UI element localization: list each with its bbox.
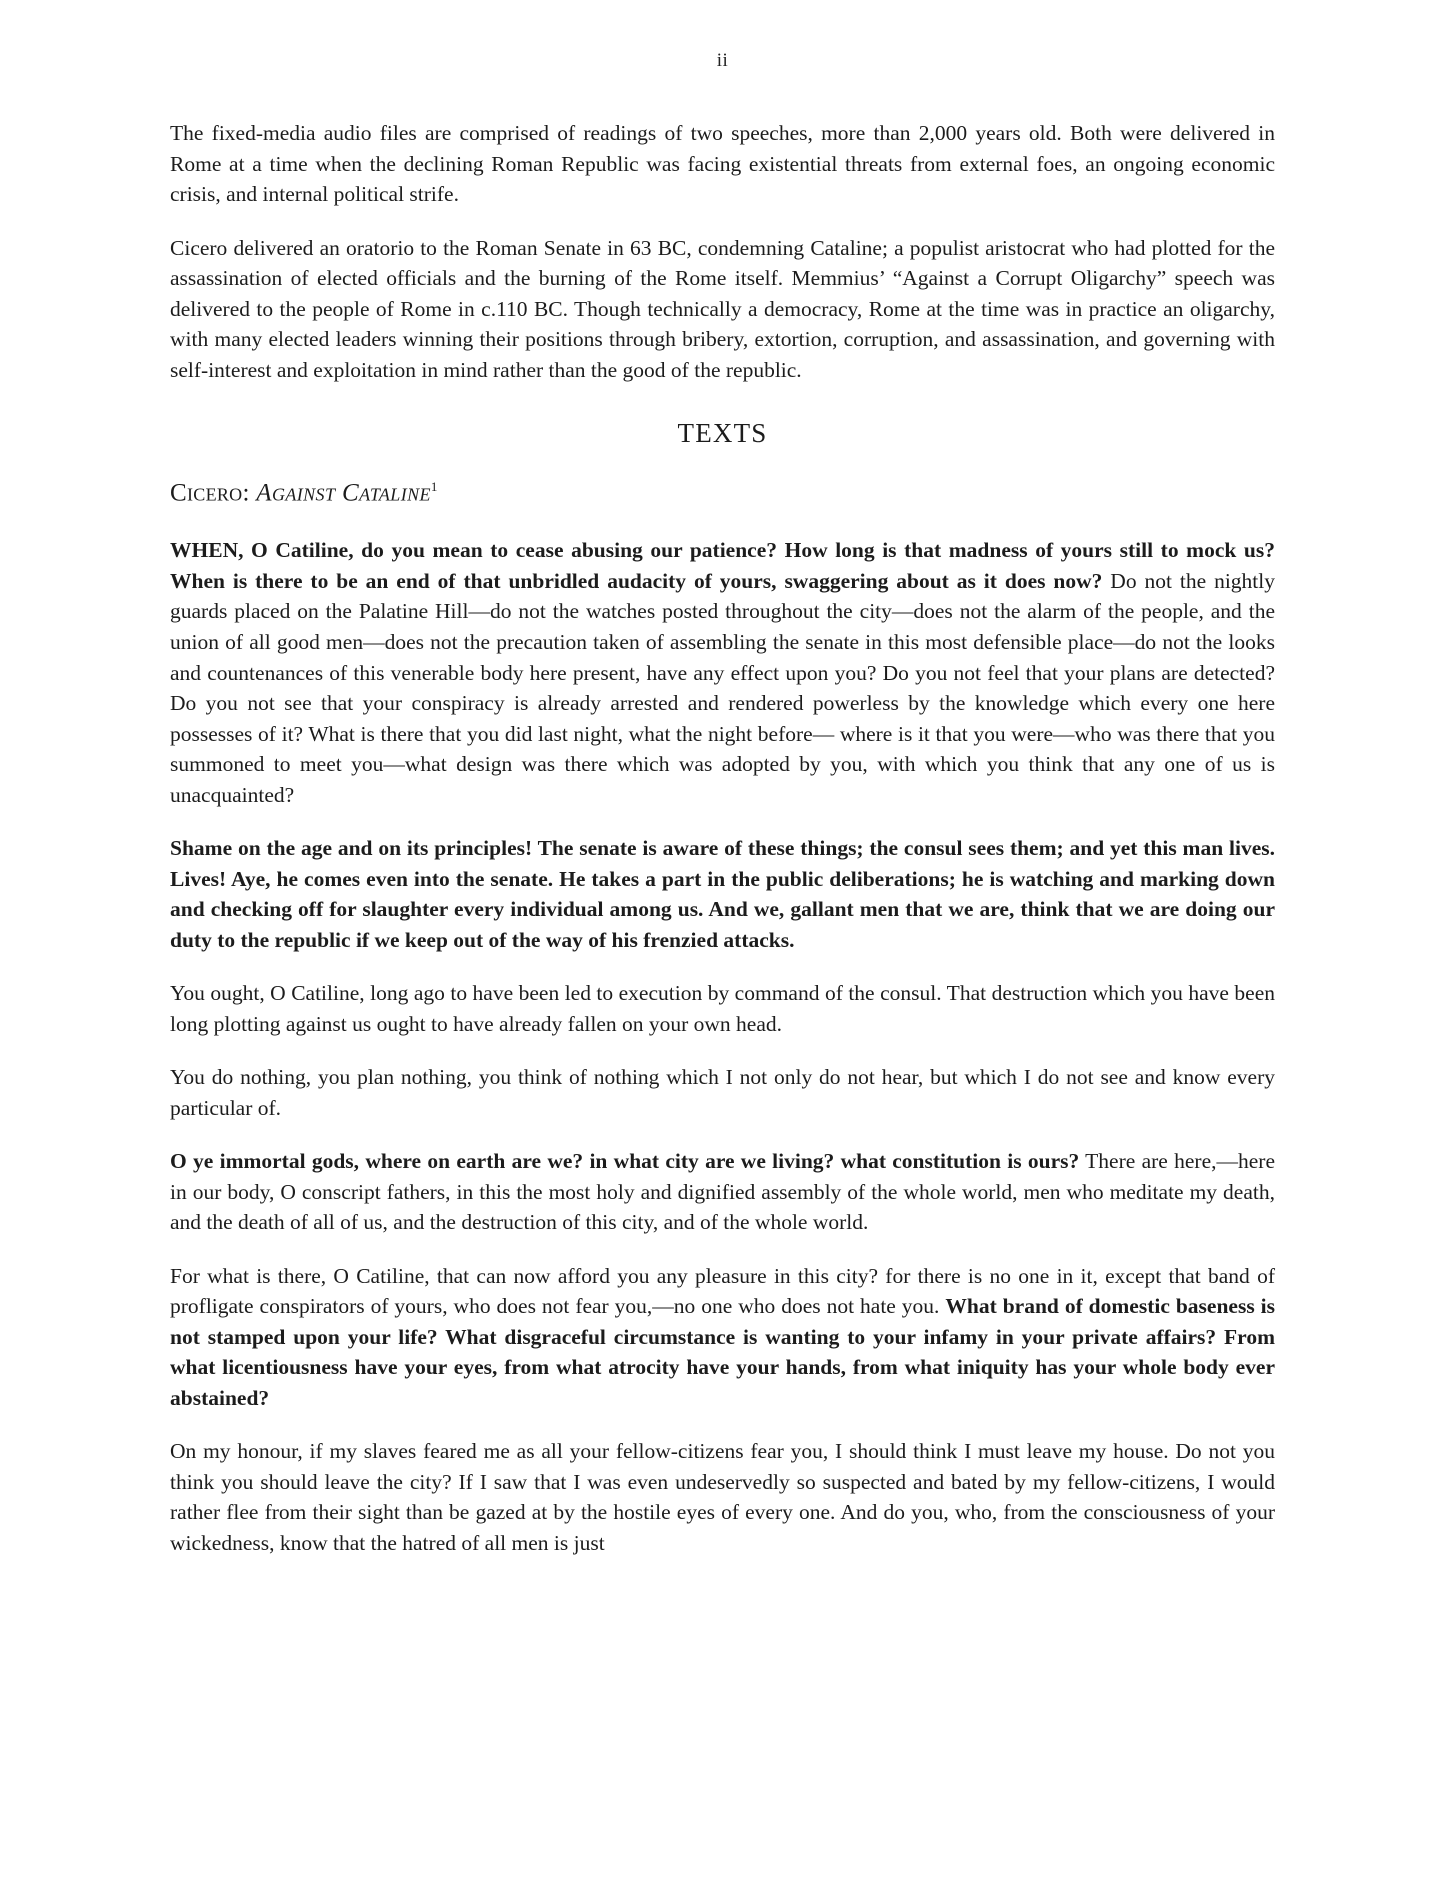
paragraph-rest: You do nothing, you plan nothing, you think of nothing which I not only do not hear, but which I do not see and know every particular of. <box>170 1065 1275 1120</box>
paragraph-bold-lead: WHEN, O Catiline, do you mean to cease abusing our patience? How long is that madness of yours still to mock us? When is there to be an end of that unbridled audacity of yours, swaggering about as it does now? <box>170 538 1275 593</box>
paragraph-rest: There are here,—here in our body, O conscript fathers, in this the most holy and dignified assembly of the whole world, men who meditate my death, and the death of all of us, and the destruction of this city, and of the whole world. <box>170 1149 1275 1235</box>
paragraph-rest: On my honour, if my slaves feared me as all your fellow-citizens fear you, I should think I must leave my house. Do not you think you should leave the city? If I saw that I was even undeservedly so suspected and bated by my fellow-citizens, I would rather flee from their sight than be gazed at by the hostile eyes of every one. And do you, who, from the consciousness of your wickedness, know that the hatred of all men is just <box>170 1439 1275 1555</box>
paragraph-rest: You ought, O Catiline, long ago to have been led to execution by command of the consul. That destruction which you have been long plotting against us ought to have already fallen on your own head. <box>170 981 1275 1036</box>
section-heading: TEXTS <box>677 418 768 449</box>
speech-paragraph-4 <box>170 1062 1275 1123</box>
work-name: Against Cataline <box>256 479 431 507</box>
page-number: ii <box>716 50 729 71</box>
footnote-marker: 1 <box>430 479 438 495</box>
paragraph-rest: Do not the nightly guards placed on the Palatine Hill—do not the watches posted throughout the city—does not the alarm of the people, and the union of all good men—does not the precaution taken of assembling the senate in this most defensible place—do not the looks and countenances of this venerable body here present, have any effect upon you? Do you not feel that your plans are detected? Do you not see that your conspiracy is already arrested and rendered powerless by the knowledge which every one here possesses of it? What is there that you did last night, what the night before— where is it that you were—who was there that you summoned to meet you—what design was there which was adopted by you, with which you think that any one of us is unacquainted? <box>170 568 1276 807</box>
speech-paragraph-6 <box>170 1261 1275 1414</box>
paragraph-rest: For what is there, O Catiline, that can now afford you any pleasure in this city? for there is no one in it, except that band of profligate conspirators of yours, who does not fear you,—no one who does not hate you. <box>170 1263 1275 1319</box>
paragraph-bold-lead: Shame on the age and on its principles! The senate is aware of these things; the consul sees them; and yet this man lives. Lives! Aye, he comes even into the senate. He takes a part in the public deliberations; he is watching and marking down and checking off for slaughter every individual among us. And we, gallant men that we are, think that we are doing our duty to the republic if we keep out of the way of his frenzied attacks. <box>170 836 1275 952</box>
speech-paragraph-7 <box>170 1436 1275 1558</box>
speech-paragraph-3 <box>170 978 1275 1039</box>
work-title <box>170 479 1275 507</box>
speech-paragraph-1 <box>170 535 1275 810</box>
intro-paragraph-1: The fixed-media audio files are comprised of readings of two speeches, more than 2,000 years old. Both were delivered in Rome at a time when the declining Roman Republic was facing existential threats from external foes, an ongoing economic crisis, and internal political strife. <box>170 121 1275 207</box>
speech-paragraph-2 <box>170 833 1275 955</box>
intro-paragraph-2: Cicero delivered an oratorio to the Roman Senate in 63 BC, condemning Cataline; a populist aristocrat who had plotted for the assassination of elected officials and the burning of the Rome itself. Memmius’ “Against a Corrupt Oligarchy” speech was delivered to the people of Rome in c.110 BC. Though technically a democracy, Rome at the time was in practice an oligarchy, with many elected leaders winning their positions through bribery, extortion, corruption, and assassination, and governing with self-interest and exploitation in mind rather than the good of the republic. <box>170 235 1275 382</box>
work-author: Cicero: <box>170 479 250 507</box>
paragraph-bold-lead: O ye immortal gods, where on earth are we? in what city are we living? what constitution is ours? <box>170 1149 1080 1174</box>
speech-paragraph-5 <box>170 1146 1275 1238</box>
paragraph-bold-tail: What brand of domestic baseness is not stamped upon your life? What disgraceful circumstance is wanting to your infamy in your private affairs? From what licentiousness have your eyes, from what atrocity have your hands, from what iniquity has your whole body ever abstained? <box>170 1294 1275 1410</box>
